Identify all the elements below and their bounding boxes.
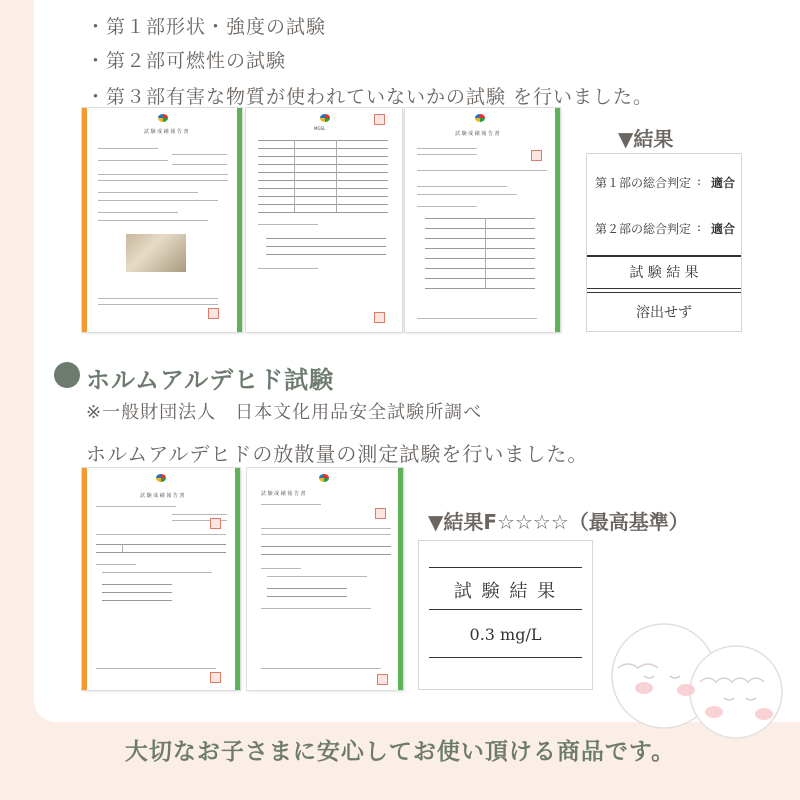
divider xyxy=(587,292,741,293)
stamp-icon xyxy=(374,114,385,125)
doc-title: 試 験 成 績 報 告 書 xyxy=(261,491,306,497)
green-stripe xyxy=(398,468,403,690)
test-item-part2: ・第２部可燃性の試験 xyxy=(86,50,287,72)
certificate-image-4 xyxy=(82,468,240,690)
green-stripe xyxy=(235,468,240,690)
result1-row1-value: 適合 xyxy=(711,176,736,190)
result2-table xyxy=(418,540,593,690)
divider xyxy=(429,567,582,568)
certificate-image-2 xyxy=(246,108,402,332)
orange-stripe xyxy=(82,468,87,690)
orange-stripe xyxy=(82,108,87,332)
result1-table xyxy=(586,153,742,332)
doc-title: 試 験 成 績 報 告 書 xyxy=(140,493,185,499)
face-circle xyxy=(690,646,782,738)
doc-title: 試 験 成 績 報 告 書 xyxy=(144,129,189,135)
divider xyxy=(587,288,741,289)
certificate-image-5 xyxy=(247,468,403,690)
product-photo xyxy=(126,234,186,272)
result1-table-header: 試 験 結 果 xyxy=(629,265,699,281)
result2-table-header: 試 験 結 果 xyxy=(453,581,558,602)
section-note: ※一般財団法人 日本文化用品安全試験所調べ xyxy=(86,402,483,423)
doc-logo-text: MGSL xyxy=(314,126,326,131)
result1-row1-sep: : xyxy=(697,174,702,188)
result1-table-value: 溶出せず xyxy=(636,305,692,321)
logo-icon xyxy=(319,474,329,482)
result1-row2-value: 適合 xyxy=(711,222,736,236)
stamp-icon xyxy=(210,518,221,529)
result1-heading: ▼結果 xyxy=(618,127,674,151)
green-stripe xyxy=(237,108,242,332)
result1-row1-label: 第１部の総合判定 xyxy=(595,176,692,190)
stamp-icon xyxy=(374,312,385,323)
baby-faces-illustration xyxy=(604,618,800,740)
logo-icon xyxy=(158,114,168,122)
result1-row2-sep: : xyxy=(697,220,702,234)
logo-icon xyxy=(156,474,166,482)
result1-row2-label: 第２部の総合判定 xyxy=(595,222,692,236)
stamp-icon xyxy=(375,508,386,519)
result2-heading: ▼結果F☆☆☆☆（最高基準） xyxy=(428,510,689,534)
test-item-part1: ・第１部形状・強度の試験 xyxy=(86,16,327,38)
certificate-image-3 xyxy=(405,108,560,332)
doc-title: 試 験 成 績 報 告 書 xyxy=(455,131,500,137)
stamp-icon xyxy=(377,674,388,685)
stamp-icon xyxy=(210,672,221,683)
section-bullet-icon xyxy=(54,362,80,388)
divider xyxy=(587,255,741,257)
section-description: ホルムアルデヒドの放散量の測定試験を行いました。 xyxy=(86,442,589,466)
stamp-icon xyxy=(531,150,542,161)
divider xyxy=(429,609,582,610)
stamp-icon xyxy=(208,308,219,319)
divider xyxy=(429,657,582,658)
section-title: ホルムアルデヒド試験 xyxy=(86,366,335,394)
green-stripe xyxy=(555,108,560,332)
footer-message: 大切なお子さまに安心してお使い頂ける商品です。 xyxy=(124,739,676,765)
result2-table-value: 0.3 mg/L xyxy=(469,625,542,644)
certificate-image-1 xyxy=(82,108,242,332)
logo-icon xyxy=(475,114,485,122)
logo-icon xyxy=(320,114,330,122)
test-item-part3: ・第３部有害な物質が使われていないかの試験 を行いました。 xyxy=(86,86,654,108)
